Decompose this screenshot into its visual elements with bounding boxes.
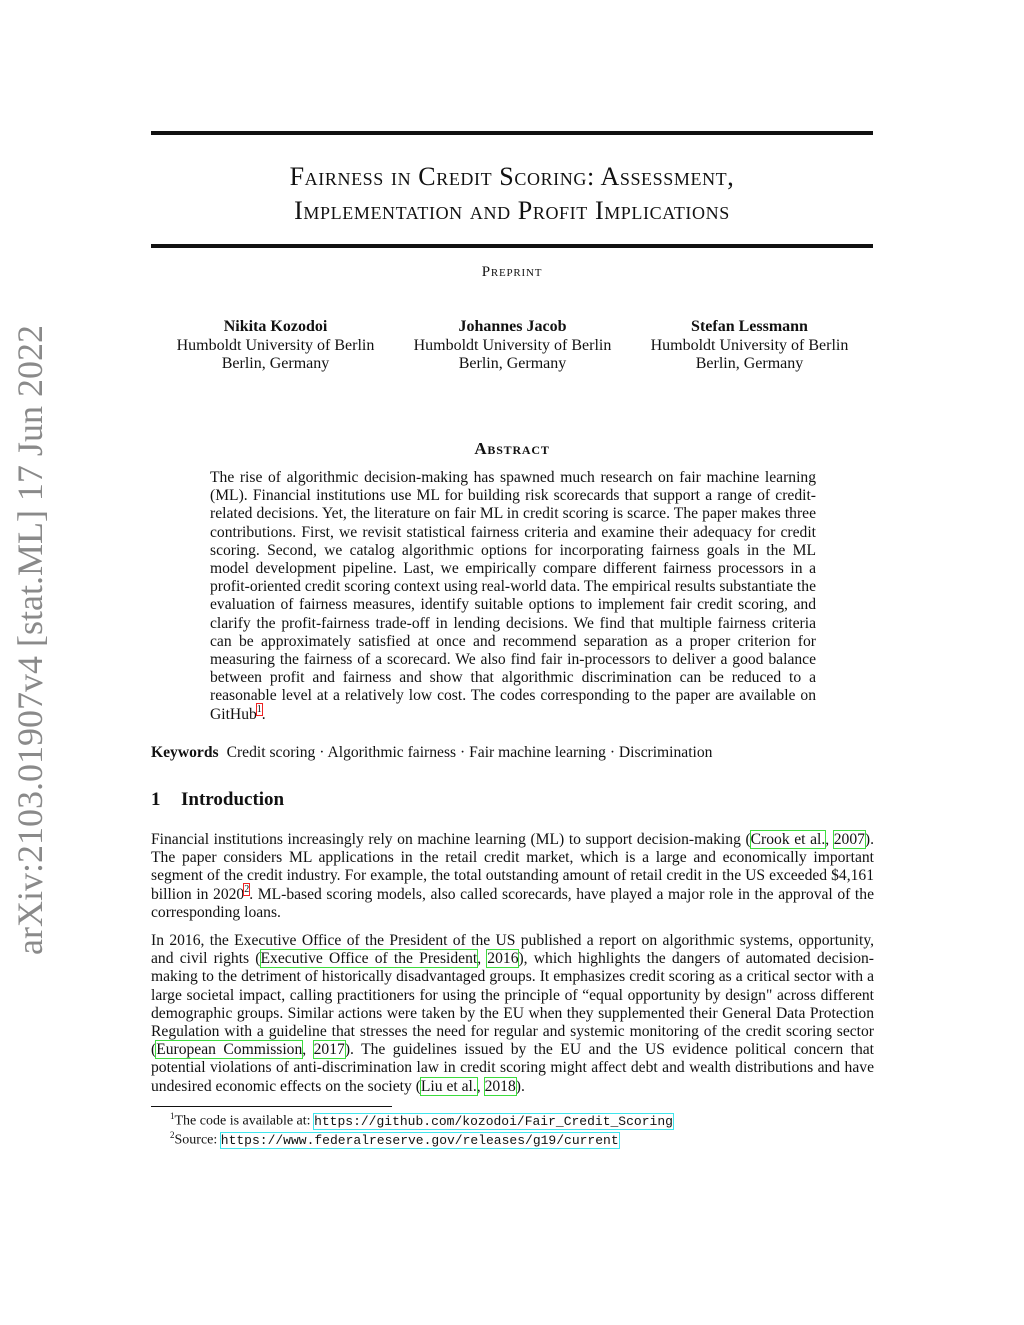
- citation-crook-year[interactable]: 2007: [833, 831, 865, 848]
- footnote-2: [170, 1130, 619, 1149]
- footnote-1: [170, 1111, 673, 1130]
- footnote-ref-1[interactable]: 1: [256, 704, 262, 716]
- title-line-2: Implementation and Profit Implications: [294, 196, 730, 225]
- abstract-text: [210, 469, 816, 724]
- footnote-text: Source:: [174, 1132, 221, 1148]
- author-affiliation: Humboldt University of Berlin: [650, 336, 849, 354]
- author-location: Berlin, Germany: [221, 355, 330, 372]
- footnote-mark: 1: [170, 1111, 175, 1121]
- title-rule-bottom: [151, 244, 873, 248]
- paragraph-2: [151, 932, 874, 1096]
- author-affiliation: Humboldt University of Berlin: [413, 336, 612, 354]
- github-link[interactable]: https://github.com/kozodoi/Fair_Credit_Scoring: [314, 1113, 673, 1129]
- text-run: In 2016, the Executive Office of the President of the US published a report on algorithmic systems, opportunity, and civil rights (: [151, 932, 874, 968]
- citation-crook[interactable]: Crook et al.: [750, 831, 826, 848]
- author-name: Johannes Jacob: [458, 318, 567, 335]
- abstract-heading: Abstract: [474, 439, 550, 458]
- author-1: [157, 318, 394, 374]
- abstract-body: The rise of algorithmic decision-making has spawned much research on fair machine learning (ML). Financial institutions use ML for building risk scorecards that support a range of credit-related decisions. Yet, the literature on fair ML in credit scoring is scarce. The paper makes three contributions. First, we revisit statistical fairness criteria and examine their adequacy for credit scoring. Second, we catalog algorithmic options for incorporating fairness goals in the ML model development pipeline. Last, we empirically compare different fairness processors in a profit-oriented credit scoring context using real-world data. The empirical results substantiate the evaluation of fairness measures, identify suitable options to implement fair credit scoring, and clarify the profit-fairness trade-off in lending decisions. We find that multiple fairness criteria can be approximately satisfied at once and recommend separation as a proper criterion for measuring the fairness of a scorecard. We also find fair in-processors to deliver a good balance between profit and fairness and show that algorithmic discrimination can be reduced to a reasonable level at a relatively low cost. The codes corresponding to the paper are available on GitHub: [210, 469, 816, 723]
- author-name: Nikita Kozodoi: [223, 318, 328, 335]
- section-heading: [151, 789, 284, 811]
- text-run: ). The paper considers ML applications in the retail credit market, which is a large and economically important segment of the credit industry. For example, the total outstanding amount of retail credit in the US exceeded $4,161 billion in 2020: [151, 831, 875, 903]
- author-location: Berlin, Germany: [458, 355, 567, 372]
- text-run: ,: [477, 950, 488, 968]
- text-run: . ML-based scoring models, also called scorecards, have played a major role in the approval of the corresponding loans.: [151, 885, 874, 921]
- text-run: ).: [515, 1077, 525, 1095]
- section-number: 1: [151, 789, 161, 810]
- text-run: ,: [825, 831, 834, 848]
- section-title: Introduction: [181, 789, 285, 810]
- author-name: Stefan Lessmann: [691, 318, 808, 335]
- citation-liu[interactable]: Liu et al.: [420, 1077, 477, 1095]
- text-run: ), which highlights the dangers of automated decision-making to the detriment of historically disadvantaged groups. It emphasizes credit scoring as a critical sector with a large societal impact, calling practitioners for using the principle of “equal opportunity by design" across different demographic groups. Similar actions were taken by the EU when they supplemented their General Data Protection Regulation with a guideline that stresses the need for regular and systemic monitoring of the credit scoring sector (: [151, 950, 875, 1059]
- author-affiliation: Humboldt University of Berlin: [176, 336, 375, 354]
- text-run: ). The guidelines issued by the EU and the US evidence political concern that potential violations of anti-discrimination law in credit scoring might affect debt and wealth distributions and have undesired economic effects on the society (: [151, 1041, 875, 1095]
- federal-reserve-link[interactable]: https://www.federalreserve.gov/releases/g19/current: [220, 1132, 619, 1148]
- author-location: Berlin, Germany: [695, 355, 804, 372]
- abstract-end: .: [261, 705, 266, 723]
- footnote-ref-2[interactable]: 2: [244, 884, 250, 896]
- text-run: ,: [302, 1041, 314, 1059]
- paragraph-1: [151, 831, 874, 922]
- citation-executive-office[interactable]: Executive Office of the President: [260, 950, 478, 968]
- paper-title: [151, 160, 873, 228]
- keywords-text: Credit scoring · Algorithmic fairness · Fair machine learning · Discrimination: [226, 744, 713, 761]
- keywords-line: [151, 744, 873, 762]
- citation-liu-year[interactable]: 2018: [484, 1077, 516, 1095]
- title-line-1: Fairness in Credit Scoring: Assessment,: [289, 162, 735, 191]
- text-run: Financial institutions increasingly rely on machine learning (ML) to support decision-making (: [151, 831, 751, 848]
- arxiv-identifier: arXiv:2103.01907v4 [stat.ML] 17 Jun 2022: [10, 325, 50, 955]
- preprint-label: Preprint: [481, 264, 543, 280]
- keywords-label: Keywords: [151, 744, 219, 761]
- author-block: [151, 318, 873, 378]
- footnote-mark: 2: [170, 1130, 175, 1140]
- author-3: [631, 318, 868, 374]
- title-rule-top: [151, 131, 873, 135]
- author-2: [394, 318, 631, 374]
- text-run: ,: [476, 1077, 485, 1095]
- footnote-rule: [151, 1106, 392, 1107]
- citation-european-commission[interactable]: European Commission: [156, 1041, 303, 1059]
- citation-executive-office-year[interactable]: 2016: [487, 950, 519, 968]
- footnote-text: The code is available at:: [174, 1113, 315, 1129]
- citation-european-commission-year[interactable]: 2017: [313, 1041, 345, 1059]
